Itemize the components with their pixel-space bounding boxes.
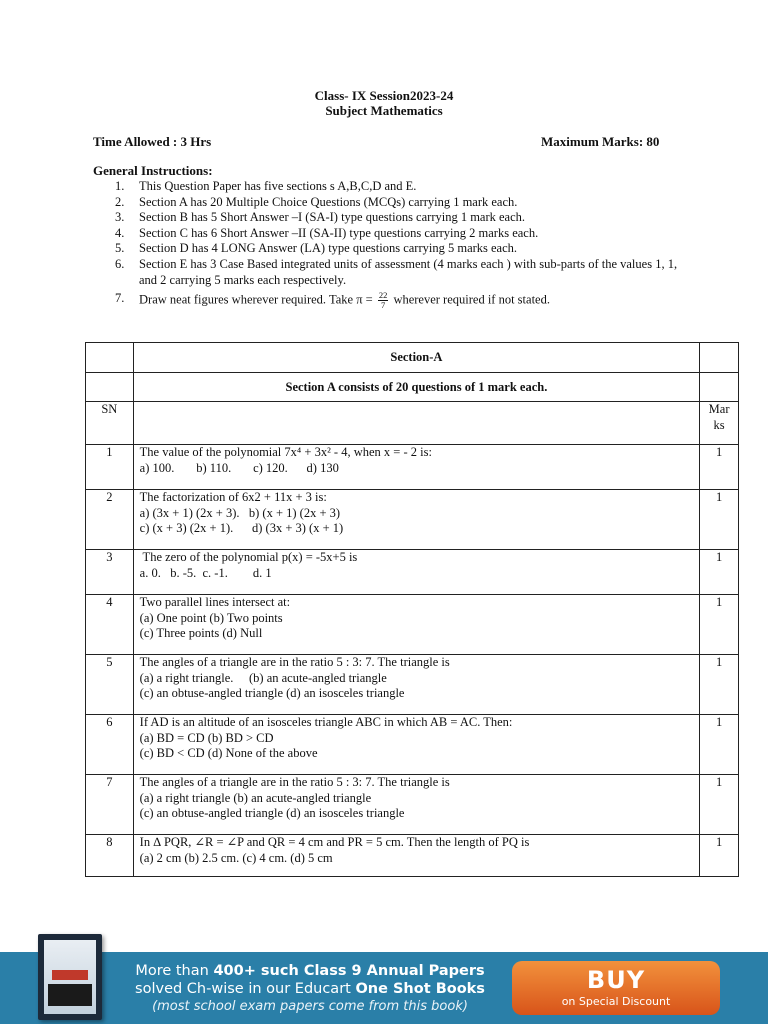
paper-class-session: Class- IX Session2023-24 xyxy=(314,88,454,103)
question-row xyxy=(86,775,739,835)
question-number: 8 xyxy=(86,835,134,877)
question-text: If AD is an altitude of an isosceles triangle ABC in which AB = AC. Then: (a) BD = CD (b) BD > CD (c) BD < CD (d) None of the above xyxy=(133,715,700,775)
question-text: The angles of a triangle are in the ratio 5 : 3: 7. The triangle is (a) a right triangle. (b) an acute-angled triangle (c) an obtuse-angled triangle (d) an isosceles triangle xyxy=(133,655,700,715)
question-row xyxy=(86,595,739,655)
question-number: 3 xyxy=(86,550,134,595)
question-marks: 1 xyxy=(700,490,739,550)
question-text: The angles of a triangle are in the ratio 5 : 3: 7. The triangle is (a) a right triangle (b) an acute-angled triangle (c) an obtuse-angled triangle (d) an isosceles triangle xyxy=(133,775,700,835)
book-cover-icon[interactable] xyxy=(38,934,102,1020)
paper-subject: Subject Mathematics xyxy=(325,103,443,118)
question-row xyxy=(86,445,739,490)
question-text: The value of the polynomial 7x⁴ + 3x² - 4, when x = - 2 is: a) 100. b) 110. c) 120. d) 130 xyxy=(133,445,700,490)
instructions-list xyxy=(93,179,683,310)
question-text: The factorization of 6x2 + 11x + 3 is: a) (3x + 1) (2x + 3). b) (x + 1) (2x + 3) c) (x + 3) (2x + 1). d) (3x + 3) (x + 1) xyxy=(133,490,700,550)
buy-button[interactable] xyxy=(512,961,720,1015)
question-number: 4 xyxy=(86,595,134,655)
time-allowed: Time Allowed : 3 Hrs xyxy=(93,134,212,149)
question-number: 6 xyxy=(86,715,134,775)
question-number: 1 xyxy=(86,445,134,490)
question-row xyxy=(86,715,739,775)
buy-subtext: on Special Discount xyxy=(561,995,671,1008)
maximum-marks: Maximum Marks: 80 xyxy=(541,134,660,149)
question-number: 5 xyxy=(86,655,134,715)
question-row xyxy=(86,550,739,595)
question-marks: 1 xyxy=(700,775,739,835)
questions-table xyxy=(85,342,739,877)
promo-text: More than 400+ such Class 9 Annual Papers solved Ch-wise in our Educart One Shot Books (most school exam papers come from this book) xyxy=(135,963,485,1014)
question-text: Two parallel lines intersect at: (a) One point (b) Two points (c) Three points (d) Null xyxy=(133,595,700,655)
section-title: Section-A xyxy=(133,343,700,373)
question-marks: 1 xyxy=(700,445,739,490)
question-text: In ∆ PQR, ∠R = ∠P and QR = 4 cm and PR = 5 cm. Then the length of PQ is (a) 2 cm (b) 2.5 cm. (c) 4 cm. (d) 5 cm xyxy=(133,835,700,877)
question-row xyxy=(86,490,739,550)
pi-fraction: $\frac{22}{7}$ xyxy=(378,290,388,311)
question-row xyxy=(86,655,739,715)
question-text: The zero of the polynomial p(x) = -5x+5 is a. 0. b. -5. c. -1. d. 1 xyxy=(133,550,700,595)
column-header-sn: SN xyxy=(86,402,134,445)
question-number: 7 xyxy=(86,775,134,835)
instruction-item: 2. Section A has 20 Multiple Choice Questions (MCQs) carrying 1 mark each. xyxy=(115,194,518,209)
question-marks: 1 xyxy=(700,835,739,877)
instruction-item: 7. Draw neat figures wherever required. Take π = $\frac{22}{7}$ wherever required if not stated. xyxy=(115,290,550,311)
instruction-item: 6. Section E has 3 Case Based integrated units of assessment (4 marks each ) with sub-parts of the values 1, 1, and 2 carrying 5 marks each respectively. xyxy=(115,256,678,287)
instruction-item: 4. Section C has 6 Short Answer –II (SA-II) type questions carrying 2 marks each. xyxy=(115,225,539,240)
question-number: 2 xyxy=(86,490,134,550)
column-header-marks: Mar ks xyxy=(700,402,739,445)
instruction-item: 1. This Question Paper has five sections s A,B,C,D and E. xyxy=(115,179,417,193)
question-marks: 1 xyxy=(700,550,739,595)
instruction-item: 5. Section D has 4 LONG Answer (LA) type questions carrying 5 marks each. xyxy=(115,241,518,256)
question-row xyxy=(86,835,739,877)
question-marks: 1 xyxy=(700,595,739,655)
question-marks: 1 xyxy=(700,655,739,715)
buy-label: BUY xyxy=(586,966,646,994)
instructions-title: General Instructions: xyxy=(93,163,213,178)
section-subtitle: Section A consists of 20 questions of 1 mark each. xyxy=(133,373,700,402)
question-marks: 1 xyxy=(700,715,739,775)
instruction-item: 3. Section B has 5 Short Answer –I (SA-I) type questions carrying 1 mark each. xyxy=(115,210,526,225)
